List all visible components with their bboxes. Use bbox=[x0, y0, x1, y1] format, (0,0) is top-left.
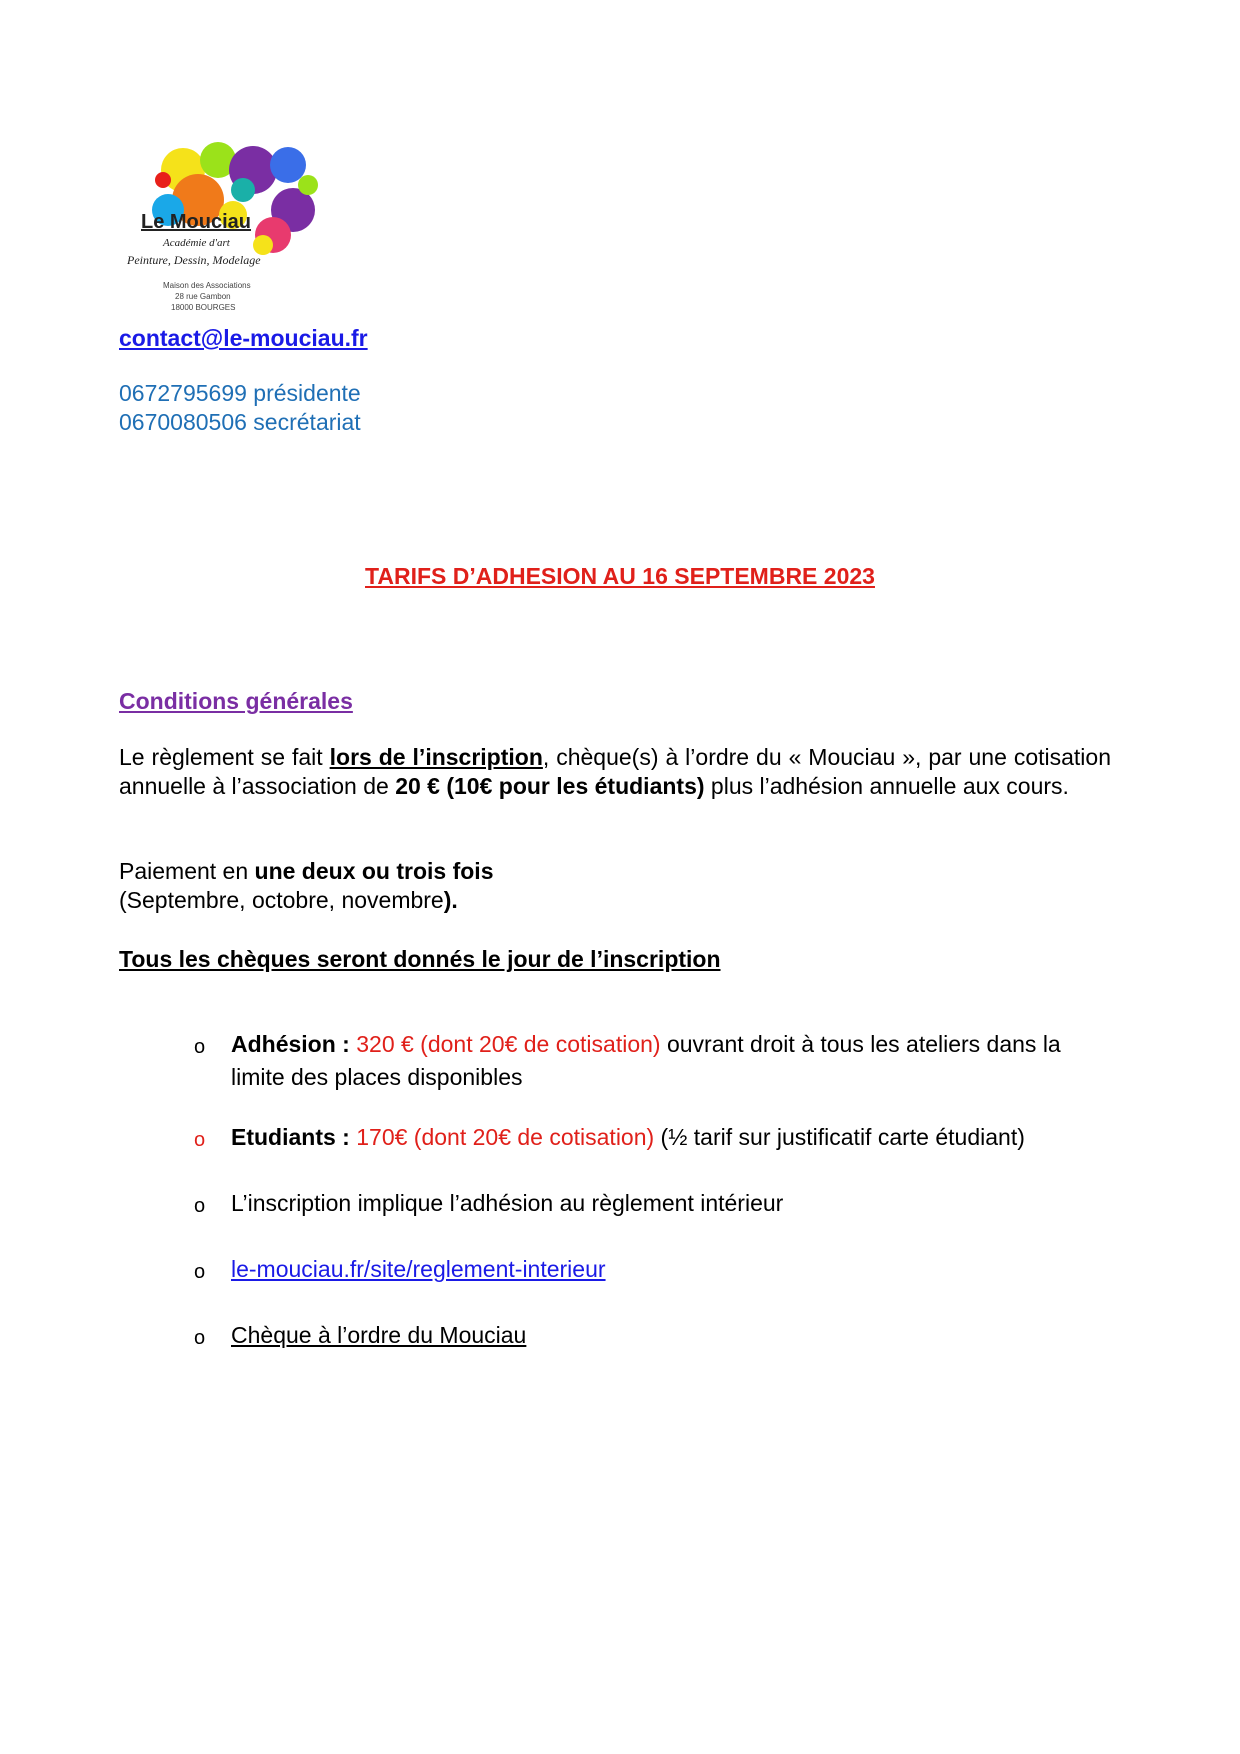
p2-text-a: Paiement en bbox=[119, 858, 255, 884]
logo-address-2: 28 rue Gambon bbox=[175, 292, 231, 301]
phone-secretariat: 0670080506 secrétariat bbox=[119, 409, 361, 435]
logo-address-1: Maison des Associations bbox=[163, 281, 251, 290]
bullet-link-row bbox=[231, 1253, 1111, 1286]
p2-installments: une deux ou trois fois bbox=[254, 858, 494, 884]
payment-paragraph bbox=[119, 857, 1111, 915]
conditions-heading: Conditions générales bbox=[119, 688, 353, 714]
p1-inscription: lors de l’inscription bbox=[329, 744, 543, 770]
contact-email-link[interactable]: contact@le-mouciau.fr bbox=[119, 325, 368, 351]
phone-president: 0672795699 présidente bbox=[119, 380, 361, 406]
adhesion-rest: ouvrant droit à tous les ateliers dans la limite des places disponibles bbox=[231, 1031, 1061, 1090]
etudiants-rest: (½ tarif sur justificatif carte étudiant) bbox=[654, 1124, 1025, 1150]
p1-cotisation: 20 € (10€ pour les étudiants) bbox=[395, 773, 705, 799]
bullet-marker: o bbox=[194, 1327, 206, 1349]
bullet-etudiants bbox=[231, 1121, 1111, 1154]
bullet-adhesion bbox=[231, 1028, 1111, 1094]
logo-disciplines: Peinture, Dessin, Modelage bbox=[127, 253, 261, 267]
p2-months: (Septembre, octobre, novembre bbox=[119, 887, 444, 913]
etudiants-label: Etudiants : bbox=[231, 1124, 357, 1150]
conditions-paragraph bbox=[119, 743, 1111, 801]
adhesion-price: 320 € (dont 20€ de cotisation) bbox=[356, 1031, 661, 1057]
logo-name: Le Mouciau bbox=[141, 211, 252, 233]
bullet-cheque: Chèque à l’ordre du Mouciau bbox=[231, 1322, 527, 1348]
page-title: TARIFS D’ADHESION AU 16 SEPTEMBRE 2023 bbox=[365, 563, 875, 589]
bullet-marker: o bbox=[194, 1195, 206, 1217]
logo bbox=[123, 140, 323, 318]
logo-subtitle: Académie d'art bbox=[163, 237, 230, 249]
p1-text-e: plus l’adhésion annuelle aux cours. bbox=[704, 773, 1069, 799]
etudiants-price: 170€ (dont 20€ de cotisation) bbox=[356, 1124, 655, 1150]
bullet-marker: o bbox=[194, 1261, 206, 1283]
p1-text-a: Le règlement se fait bbox=[119, 744, 330, 770]
bullet-reglement: L’inscription implique l’adhésion au règlement intérieur bbox=[231, 1190, 784, 1216]
paint-splash-logo-image bbox=[123, 140, 323, 318]
reglement-interieur-link[interactable]: le-mouciau.fr/site/reglement-interieur bbox=[231, 1256, 606, 1282]
p1-text-c: , chèque(s) à l’ordre du « Mouciau », par une cotisation annuelle à l’association de bbox=[119, 744, 1111, 799]
bullet-marker: o bbox=[194, 1036, 206, 1058]
p2-close: ). bbox=[443, 887, 458, 913]
logo-address-3: 18000 BOURGES bbox=[171, 303, 236, 312]
cheque-note: Tous les chèques seront donnés le jour de l’inscription bbox=[119, 946, 721, 972]
adhesion-label: Adhésion : bbox=[231, 1031, 357, 1057]
bullet-marker: o bbox=[194, 1129, 206, 1151]
